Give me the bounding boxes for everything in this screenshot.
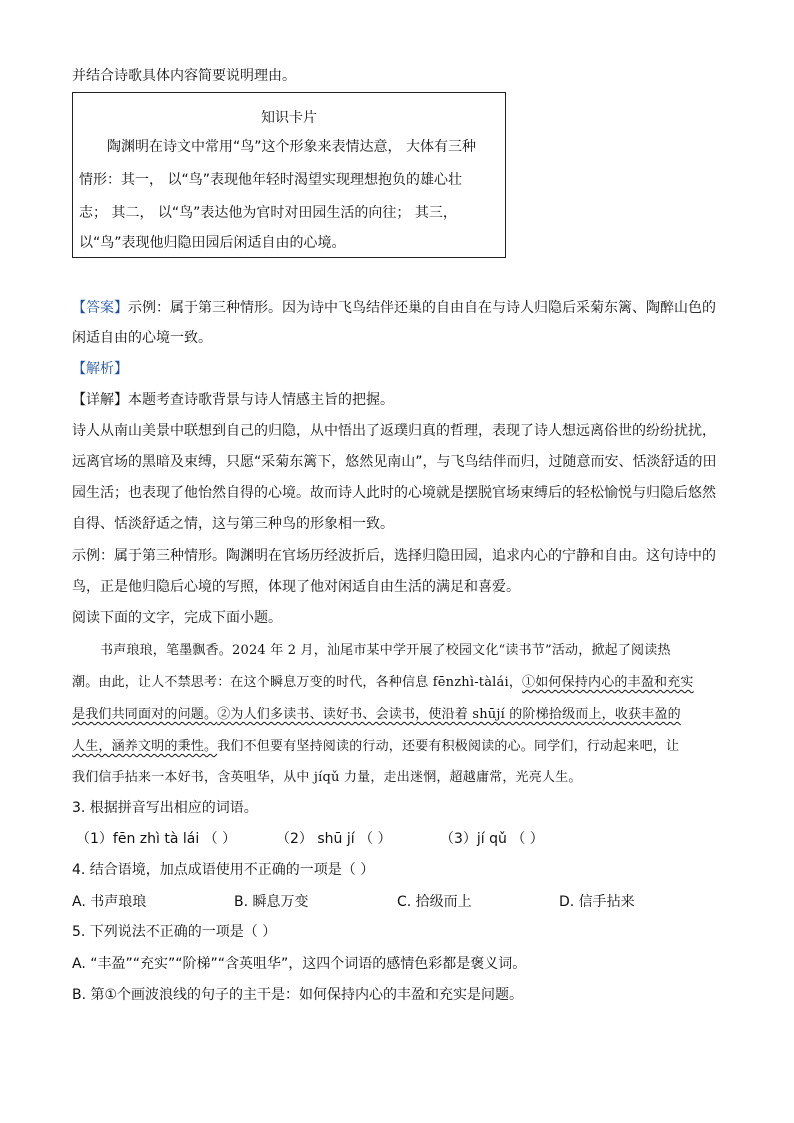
detail-line-5: 自得、恬淡舒适之情，这与第三种鸟的形象相一致。 bbox=[72, 516, 394, 532]
question-5-stem: 5. 下列说法不正确的一项是（ ） bbox=[72, 924, 277, 940]
detail-line-3: 远离官场的黑暗及束缚，只愿“采菊东篱下，悠然见南山”，与飞鸟结伴而归，过随意而安、恬淡舒适的田 bbox=[72, 454, 717, 470]
wavy-sentence-2-end: 人生，涵养文明的秉性。 bbox=[72, 739, 218, 754]
knowledge-card-line-1: 陶渊明在诗文中常用“鸟”这个形象来表情达意， 大体有三种 bbox=[107, 139, 476, 155]
detail-line-4: 园生活；也表现了他怡然自得的心境。故而诗人此时的心境就是摆脱官场束缚后的轻松愉悦与归隐后悠然 bbox=[72, 485, 716, 501]
answer-line-2: 闲适自由的心境一致。 bbox=[72, 330, 212, 346]
knowledge-card-title: 知识卡片 bbox=[261, 110, 317, 126]
wavy-sentence-1-end: 是我们共同面对的问题。 bbox=[72, 707, 218, 722]
passage-line-4 bbox=[72, 737, 679, 757]
question-4-option-d: D. 信手拈来 bbox=[559, 894, 635, 910]
knowledge-card-line-3: 志； 其二， 以“鸟”表达他为官时对田园生活的向往； 其三， bbox=[79, 205, 457, 221]
passage-line-5: 我们信手拈来一本好书，含英咀华，从中 jíqǔ 力量，走出迷惘，超越庸常，光亮人生。 bbox=[72, 770, 582, 785]
detail-text-1: 本题考查诗歌背景与诗人情感主旨的把握。 bbox=[128, 392, 394, 408]
question-5-option-a: A. “丰盈”“充实”“阶梯”“含英咀华”，这四个词语的感情色彩都是褒义词。 bbox=[72, 956, 527, 972]
analysis-tag: 【解析】 bbox=[72, 361, 128, 377]
wavy-sentence-2-start: ②为人们多读书、读好书、会读书，使沿着 shūjí 的阶梯拾级而上，收获丰盈的 bbox=[217, 707, 681, 722]
intro-text: 并结合诗歌具体内容简要说明理由。 bbox=[72, 68, 296, 84]
question-4-option-b: B. 瞬息万变 bbox=[234, 894, 309, 910]
question-4-stem: 4. 结合语境，加点成语使用不正确的一项是（ ） bbox=[72, 862, 375, 878]
detail-line-1 bbox=[72, 390, 394, 410]
detail-tag: 【详解】 bbox=[72, 392, 128, 408]
passage-line-2 bbox=[72, 673, 694, 693]
question-4-option-c: C. 拾级而上 bbox=[397, 894, 472, 910]
passage-text-4b: 我们不但要有坚持阅读的行动，还要有积极阅读的心。同学们，行动起来吧，让 bbox=[217, 739, 680, 754]
passage-line-3 bbox=[72, 705, 681, 725]
question-5-option-b: B. 第①个画波浪线的句子的主干是：如何保持内心的丰盈和充实是问题。 bbox=[72, 987, 524, 1003]
question-3-item-3: （3）jí qǔ （ ） bbox=[440, 831, 544, 847]
question-3-stem: 3. 根据拼音写出相应的词语。 bbox=[72, 800, 258, 816]
answer-line-1 bbox=[72, 298, 716, 318]
answer-tag: 【答案】 bbox=[72, 300, 128, 316]
question-3-item-2: （2） shū jí （ ） bbox=[276, 831, 392, 847]
reading-instruction: 阅读下面的文字，完成下面小题。 bbox=[72, 610, 282, 626]
answer-text-1: 示例：属于第三种情形。因为诗中飞鸟结伴还巢的自由自在与诗人归隐后采菊东篱、陶醉山色的 bbox=[128, 300, 716, 316]
detail-line-7: 鸟，正是他归隐后心境的写照，体现了他对闲适自由生活的满足和喜爱。 bbox=[72, 579, 520, 595]
passage-line-1: 书声琅琅，笔墨飘香。2024 年 2 月，汕尾市某中学开展了校园文化“读书节”活动，掀起了阅读热 bbox=[100, 643, 671, 658]
detail-line-6: 示例：属于第三种情形。陶渊明在官场历经波折后，选择归隐田园，追求内心的宁静和自由。这句诗中的 bbox=[72, 548, 716, 564]
detail-line-2: 诗人从南山美景中联想到自己的归隐，从中悟出了返璞归真的哲理，表现了诗人想远离俗世的纷纷扰扰， bbox=[72, 423, 716, 439]
passage-text-2a: 潮。由此，让人不禁思考：在这个瞬息万变的时代，各种信息 fēnzhì-tàlái， bbox=[72, 675, 523, 690]
question-4-option-a: A. 书声琅琅 bbox=[72, 894, 147, 910]
knowledge-card-line-2: 情形：其一， 以“鸟”表现他年轻时渴望实现理想抱负的雄心壮 bbox=[79, 172, 462, 188]
wavy-sentence-1-start: ①如何保持内心的丰盈和充实 bbox=[522, 675, 694, 690]
knowledge-card-line-4: 以“鸟”表现他归隐田园后闲适自由的心境。 bbox=[79, 235, 346, 251]
question-3-item-1: （1）fēn zhì tà lái （ ） bbox=[76, 831, 237, 847]
knowledge-card bbox=[72, 92, 506, 258]
